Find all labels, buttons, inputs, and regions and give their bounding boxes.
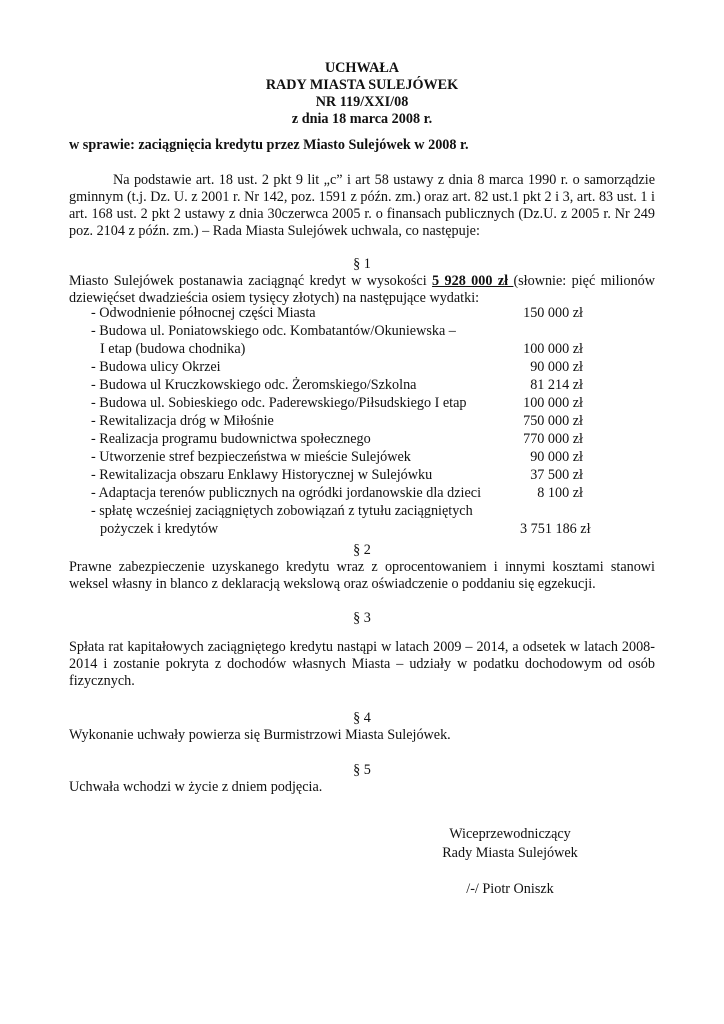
expense-label: - Rewitalizacja dróg w Miłośnie [91, 413, 274, 429]
resolution-header [0, 60, 724, 128]
credit-amount: 5 928 000 zł [432, 273, 514, 289]
expense-amount: 750 000 zł [523, 413, 583, 429]
section-4-text: Wykonanie uchwały powierza się Burmistrzowi Miasta Sulejówek. [69, 727, 451, 743]
section-1-text-before: Miasto Sulejówek postanawia zaciągnąć kredyt w wysokości [69, 273, 433, 289]
expense-row [91, 467, 611, 485]
signature-role: Wiceprzewodniczący [449, 826, 571, 842]
expense-row [91, 413, 611, 431]
expense-label: - Budowa ul Kruczkowskiego odc. Żeromskiego/Szkolna [91, 377, 417, 393]
section-5-title: § 5 [353, 762, 371, 778]
expense-row [91, 485, 611, 503]
section-1-title: § 1 [353, 256, 371, 272]
expense-row [91, 323, 611, 341]
header-number: NR 119/XXI/08 [315, 94, 409, 110]
expense-amount: 100 000 zł [523, 395, 583, 411]
expense-label: - Realizacja programu budownictwa społecznego [91, 431, 371, 447]
expense-row [91, 449, 611, 467]
expense-row [91, 395, 611, 413]
expense-label: pożyczek i kredytów [100, 521, 219, 537]
expense-amount: 37 500 zł [530, 467, 583, 483]
expense-amount: 100 000 zł [523, 341, 583, 357]
expense-label: - Rewitalizacja obszaru Enklawy Historycznej w Sulejówku [91, 467, 433, 483]
section-2-text: Prawne zabezpieczenie uzyskanego kredytu wraz z oprocentowaniem i innymi kosztami stanowi weksel własny in blanco z deklaracją wekslową oraz oświadczenie o poddaniu się egzekucji. [69, 559, 655, 592]
expense-label: - Adaptacja terenów publicznych na ogródki jordanowskie dla dzieci [91, 485, 482, 501]
expense-amount: 150 000 zł [523, 305, 583, 321]
expense-label: - Budowa ulicy Okrzei [91, 359, 221, 375]
expense-amount: 8 100 zł [537, 485, 583, 501]
expense-row [91, 359, 611, 377]
expense-row [91, 377, 611, 395]
expense-row [91, 341, 611, 359]
signature-council: Rady Miasta Sulejówek [442, 845, 578, 861]
expense-label: - Budowa ul. Sobieskiego odc. Paderewskiego/Piłsudskiego I etap [91, 395, 467, 411]
expense-label: - spłatę wcześniej zaciągniętych zobowiązań z tytułu zaciągniętych [91, 503, 473, 519]
expense-amount: 81 214 zł [530, 377, 583, 393]
header-title: UCHWAŁA [324, 60, 400, 76]
section-1-text-after: (słownie: pięć milionów dziewięćset dwadzieścia osiem tysięcy złotych) na następujące wydatki: [69, 273, 655, 306]
section-5-text: Uchwała wchodzi w życie z dniem podjęcia. [69, 779, 323, 795]
expense-row [91, 503, 611, 521]
section-2-title: § 2 [353, 542, 371, 558]
expense-row [91, 431, 611, 449]
resolution-subject: w sprawie: zaciągnięcia kredytu przez Miasto Sulejówek w 2008 r. [69, 137, 469, 153]
section-3-title: § 3 [353, 610, 371, 626]
expense-label: - Budowa ul. Poniatowskiego odc. Kombatantów/Okuniewska – [91, 323, 456, 339]
expense-label: - Utworzenie stref bezpieczeństwa w mieście Sulejówek [91, 449, 411, 465]
expense-amount: 90 000 zł [530, 449, 583, 465]
section-3-text: Spłata rat kapitałowych zaciągniętego kredytu nastąpi w latach 2009 – 2014, a odsetek w latach 2008-2014 i zostanie pokryta z dochodów własnych Miasta – udziały w podatku dochodowym od osób fizycznych. [69, 639, 655, 689]
expense-amount: 90 000 zł [530, 359, 583, 375]
preamble: Na podstawie art. 18 ust. 2 pkt 9 lit „c” i art 58 ustawy z dnia 8 marca 1990 r. o samorządzie gminnym (t.j. Dz. U. z 2001 r. Nr 142, poz. 1591 z późn. zm.) oraz art. 82 ust.1 pkt 2 i 3, art. 83 ust. 1 i art. 168 ust. 2 pkt 2 ustawy z dnia 30czerwca 2005 r. o finansach publicznych (Dz.U. z 2005 r. Nr 249 poz. 2104 z późn. zm.) – Rada Miasta Sulejówek uchwala, co następuje: [69, 172, 655, 239]
expense-list [91, 305, 611, 539]
header-date: z dnia 18 marca 2008 r. [291, 111, 433, 127]
expense-label: - Odwodnienie północnej części Miasta [91, 305, 316, 321]
expense-amount: 770 000 zł [523, 431, 583, 447]
signature-name: /-/ Piotr Oniszk [466, 881, 554, 897]
section-1-text [69, 273, 655, 307]
expense-label: I etap (budowa chodnika) [100, 341, 246, 357]
expense-amount: 3 751 186 zł [520, 521, 591, 537]
expense-row [91, 305, 611, 323]
section-4-title: § 4 [353, 710, 371, 726]
expense-row [91, 521, 611, 539]
header-council: RADY MIASTA SULEJÓWEK [265, 77, 459, 93]
